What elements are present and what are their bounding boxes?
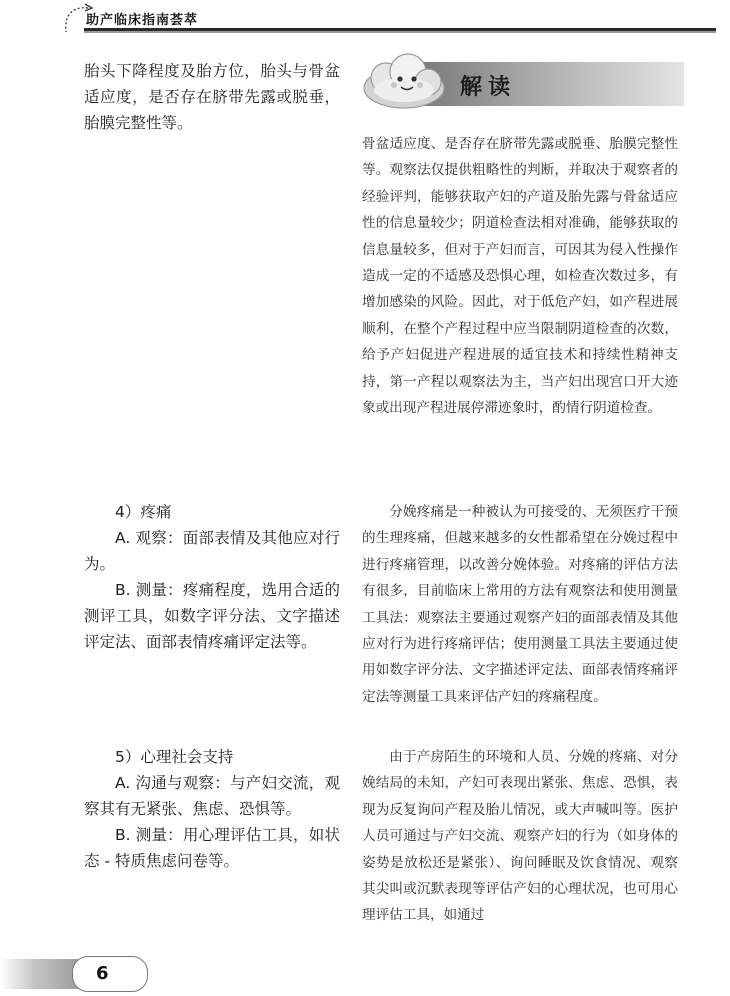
running-header <box>0 0 730 40</box>
pain-measurement: B. 测量：疼痛程度，选用合适的测评工具，如数字评分法、文字描述评定法、面部表情疼痛评定法等。 <box>84 581 340 651</box>
interpretation-label: 解读 <box>460 75 517 100</box>
interpretation-psych-paragraph: 由于产房陌生的环境和人员、分娩的疼痛、对分娩结局的未知，产妇可表现出紧张、焦虑、恐惧，表现为反复询问产程及胎儿情况，或大声喊叫等。医护人员可通过与产妇交流、观察产妇的行为（如身体的姿势是放松还是紧张）、询问睡眠及饮食情况、观察其尖叫或沉默表现等评估产妇的心理状况，也可用心理评估工具，如通过 <box>362 749 678 924</box>
guideline-intro-text <box>84 58 340 136</box>
interpretation-exam-paragraph: 骨盆适应度、是否存在脐带先露或脱垂、胎膜完整性等。观察法仅提供粗略性的判断，并取决于观察者的经验评判，能够获取产妇的产道及胎先露与骨盆适应性的信息量较少；阴道检查法相对准确，能够获取的信息量较多，但对于产妇而言，可因其为侵入性操作造成一定的不适感及恐惧心理，如检查次数过多，有增加感染的风险。因此，对于低危产妇，如产程进展顺利，在整个产程过程中应当限制阴道检查的次数，给予产妇促进产程进展的适宜技术和持续性精神支持，第一产程以观察法为主，当产妇出现宫口开大迹象或出现产程进展停滞迹象时，酌情行阴道检查。 <box>362 136 678 417</box>
cloud-mascot-icon <box>356 52 452 112</box>
book-title: 助产临床指南荟萃 <box>86 13 199 28</box>
psych-support-section <box>84 744 340 874</box>
page-number: 6 <box>96 963 109 984</box>
guideline-intro: 胎头下降程度及胎方位，胎头与骨盆适应度，是否存在脐带先露或脱垂，胎膜完整性等。 <box>84 62 340 132</box>
page-number-tab <box>72 956 148 992</box>
interpretation-exam <box>362 131 678 421</box>
interpretation-psych <box>362 744 678 929</box>
interpretation-pain-paragraph: 分娩疼痛是一种被认为可接受的、无须医疗干预的生理疼痛，但越来越多的女性都希望在分娩过程中进行疼痛管理，以改善分娩体验。对疼痛的评估方法有很多，目前临床上常用的方法有观察法和使用测量工具法：观察法主要通过观察产妇的面部表情及其他应对行为进行疼痛评估；使用测量工具法主要通过使用如数字评分法、文字描述评定法、面部表情疼痛评定法等测量工具来评估产妇的疼痛程度。 <box>362 504 678 705</box>
interpretation-banner <box>356 52 686 112</box>
pain-section <box>84 499 340 655</box>
psych-heading: 5）心理社会支持 <box>115 748 234 766</box>
psych-measurement: B. 测量：用心理评估工具，如状态 - 特质焦虑问卷等。 <box>84 826 340 870</box>
interpretation-pain <box>362 499 678 710</box>
header-rule <box>84 28 716 33</box>
pain-observation: A. 观察：面部表情及其他应对行为。 <box>84 529 340 573</box>
psych-communication: A. 沟通与观察：与产妇交流，观察其有无紧张、焦虑、恐惧等。 <box>84 774 340 818</box>
pain-heading: 4）疼痛 <box>115 503 172 521</box>
